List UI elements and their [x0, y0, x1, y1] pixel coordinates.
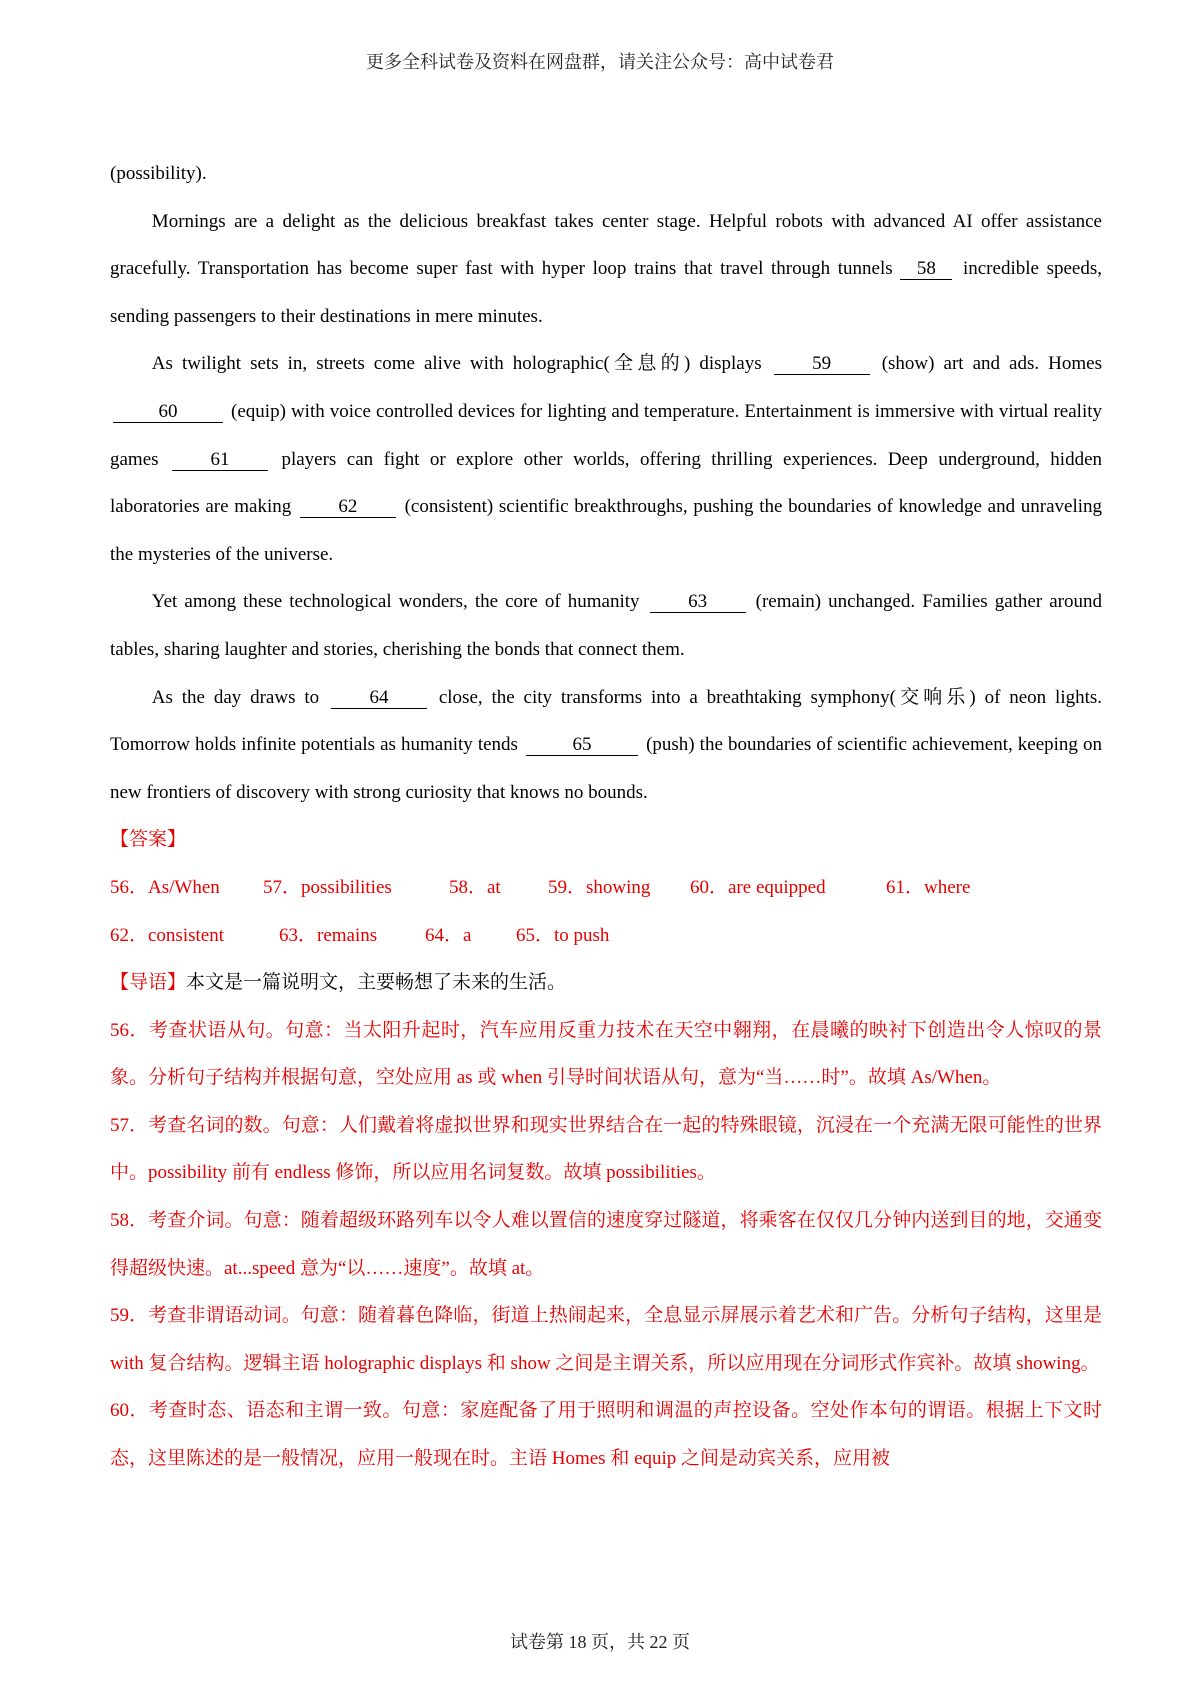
- answer-item: 63．remains: [279, 924, 378, 946]
- passage-text: players can fight or explore other worlds, offering thrilling experiences. Deep underground, hidden laboratories are making: [110, 448, 1103, 518]
- passage-text: (push) the boundaries of scientific achievement, keeping on new frontiers of discovery with strong curiosity that knows no bounds.: [110, 734, 1102, 803]
- passage-text: As the day draws to: [151, 686, 320, 708]
- answer-item: 61．where: [886, 876, 971, 898]
- passage-paragraph-1: [110, 198, 1102, 341]
- answer-item: 60．are equipped: [690, 876, 826, 898]
- explanation-58: 58．考查介词。句意：随着超级环路列车以令人难以置信的速度穿过隧道，将乘客在仅仅几分钟内送到目的地，交通变得超级快速。at...speed 意为“以……速度”。故填 at。: [110, 1210, 1102, 1279]
- passage-text: incredible speeds, sending passengers to their destinations in mere minutes.: [110, 258, 1102, 327]
- explanation-56: 56．考查状语从句。句意：当太阳升起时，汽车应用反重力技术在天空中翱翔，在晨曦的映衬下创造出令人惊叹的景象。分析句子结构并根据句意，空处应用 as 或 when 引导时间状语从句，意为“当……时”。故填 As/When。: [110, 1019, 1102, 1089]
- answer-item: 56．As/When: [110, 876, 220, 898]
- page-footer: 试卷第 18 页，共 22 页: [510, 1632, 690, 1652]
- answer-item: 59．showing: [548, 876, 651, 898]
- passage-paragraph-4: [110, 674, 1102, 817]
- passage-text: (show) art and ads. Homes: [881, 353, 1102, 375]
- answer-item: 65．to push: [516, 924, 610, 946]
- passage-text: (remain) unchanged. Families gather around tables, sharing laughter and stories, cherishing the bonds that connect them.: [110, 591, 1102, 660]
- explanation-57: 57．考查名词的数。句意：人们戴着将虚拟世界和现实世界结合在一起的特殊眼镜，沉浸在一个充满无限可能性的世界中。possibility 前有 endless 修饰，所以应用名词复数。故填 possibilities。: [110, 1114, 1102, 1184]
- passage-text: Mornings are a delight as the delicious breakfast takes center stage. Helpful robots with advanced AI offer assistance gracefully. Transportation has become super fast with hyper loop trains that travel through tunnels: [110, 210, 1102, 280]
- passage-text: (consistent) scientific breakthroughs, pushing the boundaries of knowledge and unraveling the mysteries of the universe.: [110, 496, 1103, 565]
- blank-60: 60: [113, 402, 223, 423]
- answer-item: 57．possibilities: [263, 876, 392, 898]
- blank-59: 59: [774, 354, 870, 375]
- blank-63: 63: [650, 592, 746, 613]
- blank-62: 62: [300, 497, 396, 518]
- passage-text: (equip) with voice controlled devices for lighting and temperature. Entertainment is immersive with virtual reality games: [110, 400, 1103, 470]
- passage-paragraph-2: [110, 340, 1102, 578]
- answers-row-2: [110, 912, 1102, 960]
- answers-row-1: [110, 864, 1102, 912]
- guide: [110, 959, 1102, 1007]
- answer-item: 64．a: [425, 924, 472, 946]
- blank-58: 58: [900, 259, 952, 280]
- blank-65: 65: [526, 735, 638, 756]
- explanation-60: 60．考查时态、语态和主谓一致。句意：家庭配备了用于照明和调温的声控设备。空处作本句的谓语。根据上下文时态，这里陈述的是一般情况，应用一般现在时。主语 Homes 和 equip 之间是动宾关系，应用被: [110, 1400, 1102, 1470]
- answer-item: 58．at: [449, 876, 501, 898]
- blank-64: 64: [331, 688, 427, 709]
- passage-fragment: (possibility).: [110, 163, 207, 184]
- passage-text: As twilight sets in, streets come alive with holographic(全息的) displays: [151, 353, 762, 375]
- guide-label: 【导语】: [110, 972, 187, 994]
- page-content: [110, 150, 1102, 1483]
- passage-text: close, the city transforms into a breathtaking symphony(交响乐) of neon lights. Tomorrow holds infinite potentials as humanity tends: [110, 686, 1103, 756]
- explanation-59: 59．考查非谓语动词。句意：随着暮色降临，街道上热闹起来，全息显示屏展示着艺术和广告。分析句子结构，这里是 with 复合结构。逻辑主语 holographic displays 和 show 之间是主谓关系，所以应用现在分词形式作宾补。故填 showing。: [110, 1305, 1102, 1374]
- passage-paragraph-3: [110, 578, 1102, 673]
- answer-item: 62．consistent: [110, 924, 224, 946]
- page-header: 更多全科试卷及资料在网盘群，请关注公众号：高中试卷君: [366, 52, 834, 72]
- blank-61: 61: [172, 450, 268, 471]
- answer-label: 【答案】: [110, 829, 187, 851]
- guide-text: 本文是一篇说明文，主要畅想了未来的生活。: [186, 972, 567, 994]
- passage-text: Yet among these technological wonders, the core of humanity: [151, 591, 640, 613]
